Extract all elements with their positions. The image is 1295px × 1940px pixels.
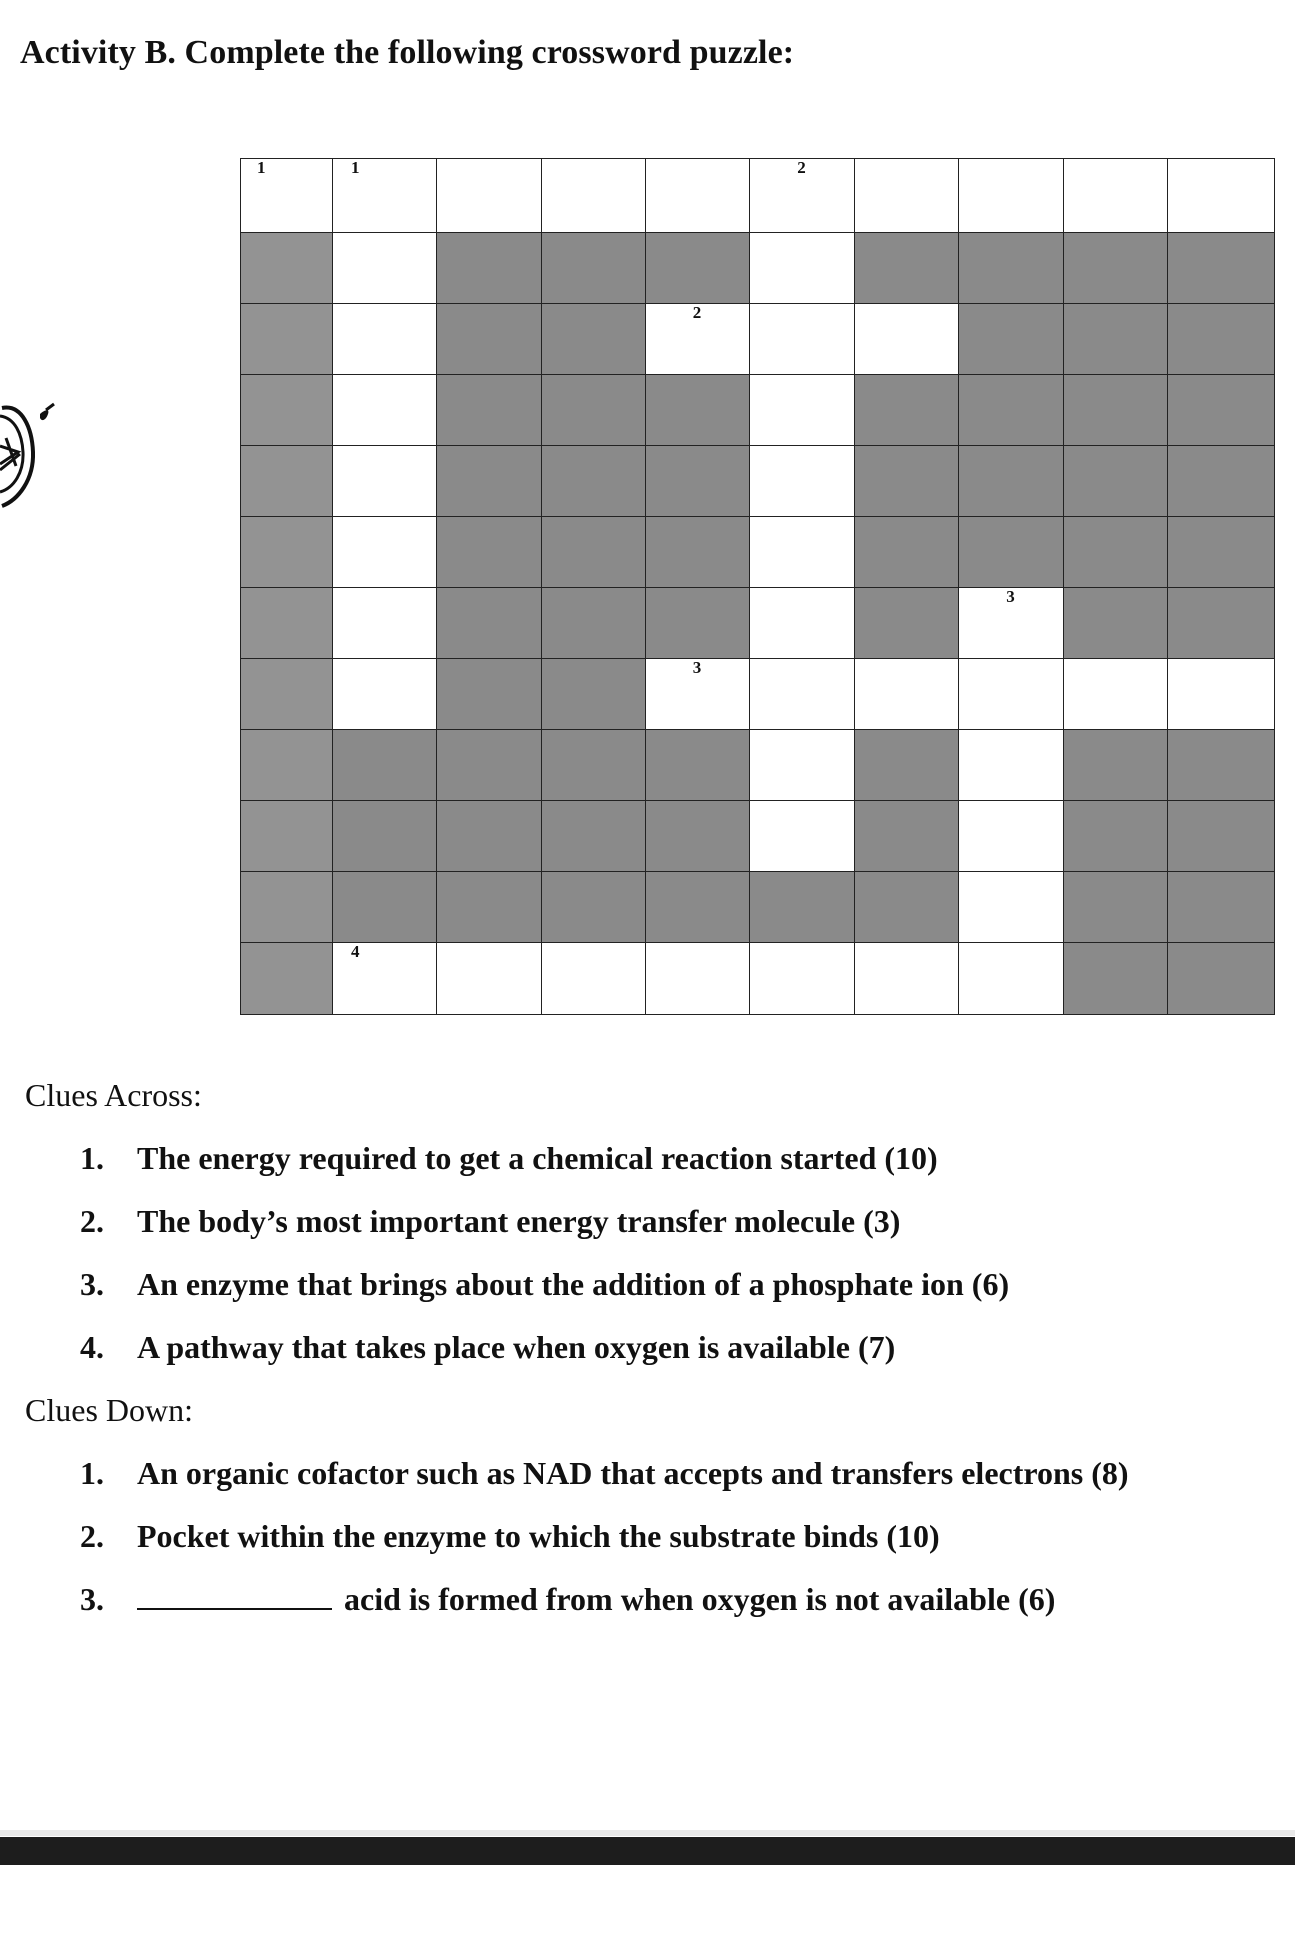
crossword-cell[interactable] [854, 303, 960, 376]
clue-number-label: 2 [692, 303, 702, 322]
crossword-cell[interactable] [749, 374, 856, 447]
crossword-cell[interactable] [854, 942, 960, 1015]
crossword-block [332, 729, 438, 802]
crossword-block [436, 587, 543, 660]
across-heading: Clues Across: [25, 1077, 202, 1113]
crossword-block [240, 516, 334, 589]
crossword-block [541, 516, 647, 589]
answer-blank [137, 1584, 332, 1610]
crossword-block [854, 516, 960, 589]
crossword-cell[interactable] [1063, 158, 1169, 234]
crossword-block [541, 800, 647, 873]
crossword-cell[interactable] [332, 658, 438, 731]
crossword-block [541, 303, 647, 376]
crossword-block [958, 303, 1065, 376]
crossword-cell[interactable] [749, 800, 856, 873]
crossword-block [1063, 516, 1169, 589]
crossword-block [332, 800, 438, 873]
crossword-block [541, 729, 647, 802]
crossword-cell[interactable] [749, 658, 856, 731]
crossword-block [240, 445, 334, 518]
clue-number-label: 2 [797, 158, 806, 177]
crossword-block [436, 232, 543, 305]
down-heading: Clues Down: [25, 1392, 193, 1428]
crossword-cell[interactable] [749, 303, 856, 376]
crossword-block [1063, 232, 1169, 305]
crossword-block [541, 587, 647, 660]
crossword-cell[interactable] [749, 158, 856, 234]
crossword-block [854, 800, 960, 873]
crossword-cell[interactable] [332, 374, 438, 447]
clue-text: The energy required to get a chemical reaction started (10) [137, 1140, 938, 1176]
crossword-block [240, 729, 334, 802]
down-clue [80, 1518, 940, 1555]
clue-number-label: 1 [351, 158, 360, 177]
crossword-block [240, 942, 334, 1015]
clue-number-label: 3 [692, 658, 702, 677]
across-clue [80, 1329, 895, 1366]
crossword-block [240, 871, 334, 944]
crossword-cell[interactable] [645, 158, 751, 234]
crossword-cell[interactable] [332, 587, 438, 660]
down-clue [80, 1455, 1129, 1492]
crossword-cell[interactable] [958, 800, 1065, 873]
crossword-block [1063, 374, 1169, 447]
crossword-cell[interactable] [1167, 658, 1275, 731]
crossword-block [436, 800, 543, 873]
crossword-block [645, 232, 751, 305]
crossword-block [1063, 800, 1169, 873]
crossword-cell[interactable] [958, 729, 1065, 802]
crossword-cell[interactable] [749, 942, 856, 1015]
crossword-cell[interactable] [958, 658, 1065, 731]
crossword-cell[interactable] [332, 516, 438, 589]
crossword-cell[interactable] [749, 232, 856, 305]
crossword-block [645, 445, 751, 518]
crossword-block [541, 445, 647, 518]
crossword-block [749, 871, 856, 944]
crossword-block [240, 658, 334, 731]
crossword-cell[interactable] [436, 158, 543, 234]
crossword-cell[interactable] [958, 942, 1065, 1015]
crossword-block [645, 374, 751, 447]
crossword-cell[interactable] [332, 942, 438, 1015]
crossword-cell[interactable] [958, 871, 1065, 944]
crossword-cell[interactable] [332, 445, 438, 518]
clue-number: 1. [80, 1455, 104, 1491]
crossword-cell[interactable] [436, 942, 543, 1015]
crossword-cell[interactable] [958, 587, 1065, 660]
crossword-block [436, 658, 543, 731]
crossword-block [958, 516, 1065, 589]
crossword-cell[interactable] [749, 729, 856, 802]
crossword-block [854, 587, 960, 660]
clue-number: 3. [80, 1581, 104, 1617]
crossword-block [645, 800, 751, 873]
crossword-cell[interactable] [1167, 158, 1275, 234]
clue-number-label: 4 [351, 942, 360, 961]
crossword-block [645, 516, 751, 589]
crossword-cell[interactable] [1063, 658, 1169, 731]
page-title: Activity B. Complete the following crossword puzzle: [20, 34, 795, 71]
clue-text: The body’s most important energy transfer molecule (3) [137, 1203, 901, 1239]
crossword-block [240, 374, 334, 447]
clue-number: 4. [80, 1329, 104, 1365]
crossword-block [1167, 445, 1275, 518]
crossword-cell[interactable] [645, 658, 751, 731]
crossword-cell[interactable] [645, 942, 751, 1015]
clue-number: 2. [80, 1518, 104, 1554]
crossword-block [240, 232, 334, 305]
crossword-block [1167, 516, 1275, 589]
crossword-block [1063, 303, 1169, 376]
crossword-cell[interactable] [332, 232, 438, 305]
crossword-block [436, 729, 543, 802]
crossword-cell[interactable] [240, 158, 334, 234]
crossword-cell[interactable] [541, 158, 647, 234]
across-clue [80, 1140, 938, 1177]
clue-text: acid is formed from when oxygen is not available (6) [344, 1581, 1056, 1617]
crossword-cell[interactable] [332, 158, 438, 234]
crossword-cell[interactable] [645, 303, 751, 376]
crossword-block [541, 232, 647, 305]
across-clue [80, 1266, 1009, 1303]
clue-number: 2. [80, 1203, 104, 1239]
crossword-block [332, 871, 438, 944]
crossword-block [240, 587, 334, 660]
crossword-block [958, 232, 1065, 305]
crossword-cell[interactable] [749, 516, 856, 589]
clue-number-label: 1 [257, 158, 266, 177]
doodle-icon [0, 400, 60, 535]
clue-text: Pocket within the enzyme to which the substrate binds (10) [137, 1518, 940, 1554]
bottom-bar [0, 1837, 1295, 1865]
crossword-block [854, 871, 960, 944]
crossword-block [854, 232, 960, 305]
crossword-block [1167, 587, 1275, 660]
crossword-block [1167, 232, 1275, 305]
crossword-block [1167, 374, 1275, 447]
clue-text: A pathway that takes place when oxygen is available (7) [137, 1329, 896, 1365]
clue-text: An enzyme that brings about the addition of a phosphate ion (6) [137, 1266, 1010, 1302]
crossword-cell[interactable] [854, 158, 960, 234]
crossword-block [958, 374, 1065, 447]
crossword-block [1063, 445, 1169, 518]
crossword-block [541, 374, 647, 447]
crossword-block [1167, 800, 1275, 873]
down-clue [80, 1581, 1055, 1618]
crossword-block [854, 374, 960, 447]
crossword-block [436, 445, 543, 518]
crossword-block [854, 729, 960, 802]
crossword-block [436, 303, 543, 376]
clue-text: An organic cofactor such as NAD that accepts and transfers electrons (8) [137, 1455, 1129, 1491]
crossword-cell[interactable] [541, 942, 647, 1015]
crossword-block [240, 800, 334, 873]
crossword-block [645, 587, 751, 660]
clue-number-label: 3 [1006, 587, 1015, 606]
crossword-block [541, 658, 647, 731]
crossword-block [436, 374, 543, 447]
crossword-block [1167, 871, 1275, 944]
crossword-block [958, 445, 1065, 518]
crossword-block [436, 516, 543, 589]
crossword-cell[interactable] [332, 303, 438, 376]
crossword-cell[interactable] [749, 587, 856, 660]
clue-number: 3. [80, 1266, 104, 1302]
crossword-block [541, 871, 647, 944]
crossword-cell[interactable] [749, 445, 856, 518]
crossword-block [1063, 587, 1169, 660]
crossword-block [1063, 729, 1169, 802]
crossword-cell[interactable] [958, 158, 1065, 234]
crossword-block [240, 303, 334, 376]
crossword-block [1063, 942, 1169, 1015]
crossword-block [1167, 729, 1275, 802]
crossword-block [1063, 871, 1169, 944]
crossword-block [645, 871, 751, 944]
crossword-cell[interactable] [854, 658, 960, 731]
clue-number: 1. [80, 1140, 104, 1176]
crossword-block [436, 871, 543, 944]
crossword-block [854, 445, 960, 518]
crossword-block [1167, 942, 1275, 1015]
page-edge [0, 1830, 1295, 1836]
crossword-block [645, 729, 751, 802]
across-clue [80, 1203, 900, 1240]
crossword-block [1167, 303, 1275, 376]
